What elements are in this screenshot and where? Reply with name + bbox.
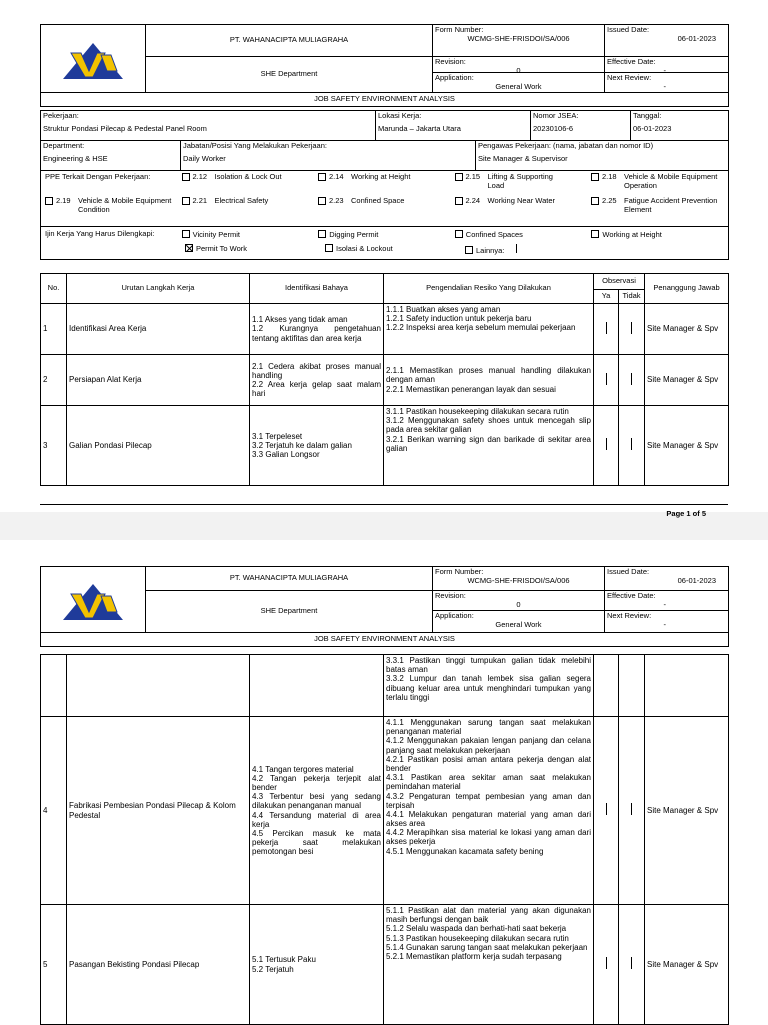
company-name: PT. WAHANACIPTA MULIAGRAHA: [146, 567, 433, 591]
col-identifikasi: Identifikasi Bahaya: [250, 274, 384, 304]
checkbox[interactable]: [318, 197, 326, 205]
col-pengendalian: Pengendalian Resiko Yang Dilakukan: [384, 274, 594, 304]
table-row: 4 Fabrikasi Pembesian Pondasi Pilecap & Kolom Pedestal 4.1 Tangan tergores material 4.2 Tangan pekerja terjepit alat bender 4.3 Terbentur besi yang sedang dilakukan penanganan manual 4.4 Tersandung material di area kerja 4.5 Percikan masuk ke mata pekerja saat melakukan pemotongan besi 4.1.1 Menggunakan sarung tangan saat melakukan penanganan material 4.1.2 Menggunakan pakaian lengan panjang dan celana panjang saat melakukan pekerjaan 4.2.1 Pastikan posisi aman antara pekerja dengan alat bender 4.3.1 Pastikan area sekitar aman saat melakukan pemindahan material 4.3.2 Pengaturan tempat pembesian yang aman dan terpisah 4.4.1 Melakukan pengaturan material yang aman dari akses area 4.4.2 Merapihkan sisa material ke lokasi yang aman dari akses pekerja 4.5.1 Menggunakan kacamata safety bening Site Manager & Spv: [41, 717, 729, 905]
obs-ya[interactable]: [594, 655, 619, 717]
jabatan-cell: Jabatan/Posisi Yang Melakukan Pekerjaan: Daily Worker: [181, 141, 476, 171]
document-page-1: [0, 0, 768, 512]
col-observasi: Observasi: [594, 274, 645, 290]
permit-confined[interactable]: Confined Spaces: [455, 230, 588, 244]
checkbox[interactable]: [318, 173, 326, 181]
obs-tidak[interactable]: [619, 304, 645, 355]
company-logo-cell: [41, 567, 146, 633]
checkbox[interactable]: [591, 230, 599, 238]
checkbox[interactable]: [318, 230, 326, 238]
company-logo: [61, 41, 125, 81]
col-no: No.: [41, 274, 67, 304]
checkbox[interactable]: [182, 173, 190, 181]
permit-section: Ijin Kerja Yang Harus Dilengkapi: Vicinity Permit Digging Permit Confined Spaces Working at Height Permit To Work Isolasi & Lockout Lainnya:: [41, 227, 729, 260]
company-logo: [61, 582, 125, 622]
table-row: 3 Galian Pondasi Pilecap 3.1 Terpeleset 3.2 Terjatuh ke dalam galian 3.3 Galian Longsor 3.1.1 Pastikan housekeeping dilakukan secara rutin 3.1.2 Menggunakan safety shoes untuk mencegah slip pada area sekitar galian 3.2.1 Berikan warning sign dan barikade di sekitar area galian Site Manager & Spv: [41, 406, 729, 486]
document-title: JOB SAFETY ENVIRONMENT ANALYSIS: [41, 633, 729, 647]
ppe-section: PPE Terkait Dengan Pekerjaan: 2.12 Isolation & Lock Out 2.14 Working at Height 2.15 Lifting & Supporting Load 2.18 Vehicle & Mobile Equipment Operation 2.19 Vehicle & Mobile Equipment Condition 2.21 Electrical Safety 2.23 Confined Space 2.24 Working Near Water 2.25 Fatigue Accident Prevention Element: [41, 171, 729, 227]
checkbox[interactable]: [455, 173, 463, 181]
checkbox[interactable]: [465, 246, 473, 254]
effective-date-cell: Effective Date: -: [605, 591, 728, 611]
checkbox[interactable]: [455, 230, 463, 238]
department-name: SHE Department: [146, 57, 433, 93]
ppe-item[interactable]: 2.19 Vehicle & Mobile Equipment Condition: [45, 197, 178, 214]
permit-digging[interactable]: Digging Permit: [318, 230, 451, 244]
obs-tidak[interactable]: [619, 655, 645, 717]
checkbox[interactable]: [591, 173, 599, 181]
ppe-item[interactable]: 2.23 Confined Space: [318, 197, 451, 206]
obs-ya[interactable]: [594, 355, 619, 406]
ppe-item[interactable]: 2.24 Working Near Water: [455, 197, 588, 206]
document-header: [40, 566, 729, 647]
pekerjaan-cell: Pekerjaan: Struktur Pondasi Pilecap & Pedestal Panel Room: [41, 111, 376, 141]
ppe-item[interactable]: 2.14 Working at Height: [318, 173, 451, 182]
table-row: 5 Pasangan Bekisting Pondasi Pilecap 5.1 Tertusuk Paku 5.2 Terjatuh 5.1.1 Pastikan alat dan material yang akan digunakan masih berfungsi dengan baik 5.1.2 Selalu waspada dan berhati-hati saat bekerja 5.1.3 Pastikan housekeeping dilakukan secara rutin 5.1.4 Gunakan sarung tangan saat melakukan pekerjaan 5.2.1 Memastikan platform kerja sudah terpasang Site Manager & Spv: [41, 905, 729, 1025]
ppe-item[interactable]: 2.18 Vehicle & Mobile Equipment Operation: [591, 173, 724, 190]
document-title: JOB SAFETY ENVIRONMENT ANALYSIS: [41, 93, 729, 107]
pengawas-cell: Pengawas Pekerjaan: (nama, jabatan dan nomor ID) Site Manager & Supervisor: [476, 141, 729, 171]
permit-height[interactable]: Working at Height: [591, 230, 724, 244]
effective-date-cell: Effective Date: -: [605, 57, 728, 73]
checkbox[interactable]: [455, 197, 463, 205]
job-info-table: [40, 110, 729, 260]
obs-tidak[interactable]: [619, 717, 645, 905]
jsea-table-page-2: [40, 654, 729, 1025]
table-row: 1 Identifikasi Area Kerja 1.1 Akses yang tidak aman 1.2 Kurangnya pengetahuan tentang aktifitas dan area kerja 1.1.1 Buatkan akses yang aman 1.2.1 Safety induction untuk pekerja baru 1.2.2 Inspeksi area kerja sebelum memulai pekerjaan Site Manager & Spv: [41, 304, 729, 355]
obs-tidak[interactable]: [619, 905, 645, 1025]
checked-checkbox[interactable]: [185, 244, 193, 252]
col-urutan: Urutan Langkah Kerja: [67, 274, 250, 304]
col-penanggung: Penanggung Jawab: [645, 274, 729, 304]
table-row: 3.3.1 Pastikan tinggi tumpukan galian tidak melebihi batas aman 3.3.2 Lumpur dan tanah lembek sisa galian segera dibuang keluar area untuk menghindari tumpukan yang terlalu tinggi: [41, 655, 729, 717]
ppe-item[interactable]: 2.15 Lifting & Supporting Load: [455, 173, 588, 190]
revision-cell: Revision: 0: [433, 57, 604, 73]
obs-tidak[interactable]: [619, 406, 645, 486]
application-cell: Application: General Work: [435, 611, 542, 629]
footer-divider: [40, 504, 728, 505]
checkbox[interactable]: [182, 230, 190, 238]
table-row: 2 Persiapan Alat Kerja 2.1 Cedera akibat proses manual handling 2.2 Area kerja gelap saat malam hari 2.1.1 Memastikan proses manual handling dilakukan dengan aman 2.2.1 Memastikan penerangan layak dan sesuai Site Manager & Spv: [41, 355, 729, 406]
issued-date-cell: Issued Date: 06-01-2023: [605, 567, 729, 591]
department-name: SHE Department: [146, 591, 433, 633]
obs-ya[interactable]: [594, 406, 619, 486]
ppe-item[interactable]: 2.21 Electrical Safety: [182, 197, 315, 206]
form-number-cell: Form Number: WCMG-SHE-FRISDOI/SA/006: [433, 25, 605, 57]
checkbox[interactable]: [591, 197, 599, 205]
checkbox[interactable]: [325, 244, 333, 252]
company-name: PT. WAHANACIPTA MULIAGRAHA: [146, 25, 433, 57]
document-header: [40, 24, 729, 107]
nomor-jsea-cell: Nomor JSEA: 20230106-6: [531, 111, 631, 141]
ppe-item[interactable]: 2.25 Fatigue Accident Prevention Element: [591, 197, 724, 214]
next-review-cell: Next Review: -: [607, 611, 666, 629]
lokasi-cell: Lokasi Kerja: Marunda – Jakarta Utara: [376, 111, 531, 141]
form-number-cell: Form Number: WCMG-SHE-FRISDOI/SA/006: [433, 567, 605, 591]
permit-ptw[interactable]: Permit To Work: [185, 244, 321, 256]
col-tidak: Tidak: [619, 290, 645, 304]
permit-vicinity[interactable]: Vicinity Permit: [182, 230, 315, 244]
permit-isolasi[interactable]: Isolasi & Lockout: [325, 244, 461, 256]
obs-ya[interactable]: [594, 304, 619, 355]
tanggal-cell: Tanggal: 06-01-2023: [631, 111, 729, 141]
company-logo-cell: [41, 25, 146, 93]
obs-tidak[interactable]: [619, 355, 645, 406]
application-cell: Application: General Work: [435, 73, 542, 91]
next-review-cell: Next Review: -: [607, 73, 666, 91]
page-number: Page 1 of 5: [666, 509, 706, 518]
page-gap: [0, 509, 768, 540]
checkbox[interactable]: [182, 197, 190, 205]
department-cell: Department: Engineering & HSE: [41, 141, 181, 171]
jsea-table-page-1: [40, 273, 729, 486]
ppe-item[interactable]: 2.12 Isolation & Lock Out: [182, 173, 315, 182]
col-ya: Ya: [594, 290, 619, 304]
obs-ya[interactable]: [594, 905, 619, 1025]
obs-ya[interactable]: [594, 717, 619, 905]
revision-cell: Revision: 0: [433, 591, 604, 611]
issued-date-cell: Issued Date: 06-01-2023: [605, 25, 729, 57]
checkbox[interactable]: [45, 197, 53, 205]
permit-lainnya[interactable]: Lainnya:: [465, 244, 601, 256]
document-page-2: [0, 540, 768, 1024]
